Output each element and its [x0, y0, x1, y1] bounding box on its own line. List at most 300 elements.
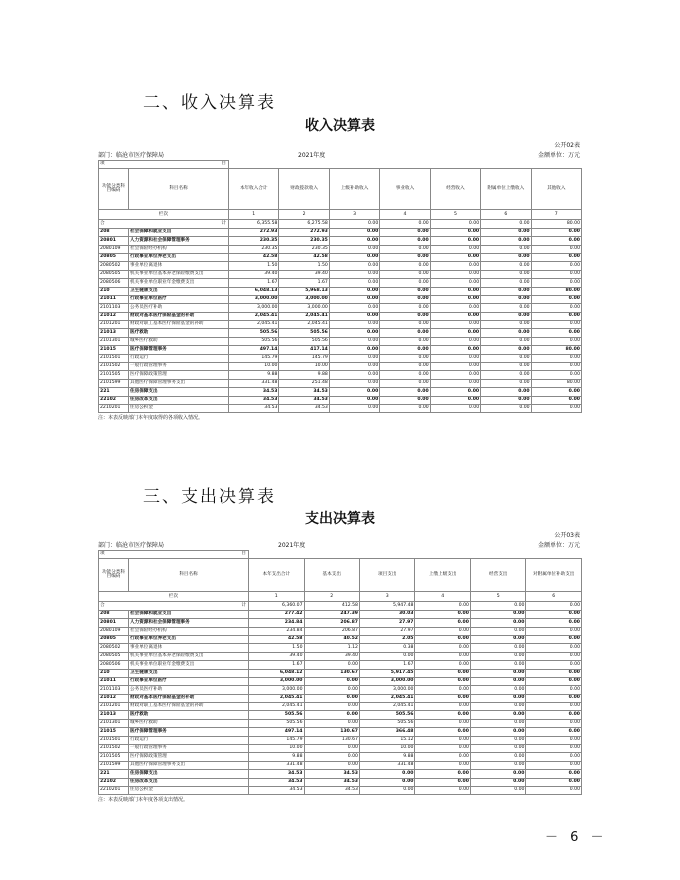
expense-proj-row [99, 551, 582, 559]
expense-row-value: 366.48 [359, 728, 414, 736]
expense-row-value: 27.97 [359, 627, 414, 635]
income-row-value: 2,045.41 [229, 312, 279, 320]
expense-row-value: 2,045.41 [249, 694, 304, 702]
expense-form-no: 公开03表 [554, 532, 580, 539]
income-row-value: 0.00 [430, 237, 480, 245]
expense-row-value: 0.00 [470, 627, 525, 635]
income-row-name: 事业单位离退休 [129, 262, 229, 270]
expense-proj-cell [99, 551, 249, 559]
expense-row-value: 0.00 [415, 669, 470, 677]
income-row-name: 行政运行 [129, 354, 229, 362]
income-row-value: 0.00 [481, 228, 531, 236]
expense-row-value: 0.00 [415, 745, 470, 753]
income-row-value: 0.00 [430, 287, 480, 295]
expense-row-name: 住房公积金 [129, 786, 249, 794]
income-dept: 部门：临沧市医疗保障局 [98, 152, 165, 159]
income-table-row [99, 237, 582, 245]
income-row-value: 331.48 [229, 379, 279, 387]
expense-meta-row [98, 540, 582, 550]
income-row-name: 机关事业单位职业年金缴费支出 [129, 279, 229, 287]
expense-row-value: 0.00 [526, 661, 582, 669]
expense-row-value: 34.53 [304, 786, 359, 794]
expense-row-code: 21013 [99, 711, 129, 719]
expense-row-value: 497.14 [249, 728, 304, 736]
income-table-row [99, 295, 582, 303]
expense-row-value: 0.00 [470, 652, 525, 660]
income-lanci: 栏次 [99, 210, 229, 220]
income-row-value: 0.00 [531, 270, 581, 278]
income-row-value: 0.00 [329, 262, 379, 270]
expense-table-row [99, 619, 582, 627]
income-row-value: 0.00 [380, 279, 430, 287]
income-row-value: 0.00 [531, 237, 581, 245]
income-row-value: 0.00 [380, 270, 430, 278]
income-table-panel [98, 112, 582, 421]
expense-row-code: 2101301 [99, 719, 129, 727]
expense-total-row [99, 602, 582, 610]
expense-row-code: 22102 [99, 778, 129, 786]
income-row-value: 1.67 [279, 279, 329, 287]
income-table-row [99, 346, 582, 354]
expense-row-name: 医疗救助 [129, 711, 249, 719]
expense-colnum: 6 [526, 592, 582, 602]
income-lanci-row [99, 210, 582, 220]
income-row-value: 0.00 [329, 396, 379, 404]
income-row-value: 0.00 [329, 379, 379, 387]
expense-row-value: 9.88 [249, 753, 304, 761]
income-row-value: 497.14 [229, 346, 279, 354]
income-hdr-7: 其他收入 [531, 169, 581, 210]
income-meta-row [98, 150, 582, 160]
expense-row-value: 0.00 [470, 728, 525, 736]
expense-row-value: 0.00 [526, 694, 582, 702]
expense-row-value: 0.00 [415, 644, 470, 652]
income-row-value: 39.40 [279, 270, 329, 278]
income-row-value: 80.00 [531, 379, 581, 387]
expense-meta-form [98, 530, 582, 540]
expense-row-code: 2101502 [99, 745, 129, 753]
income-hdr-name: 科目名称 [129, 169, 229, 210]
income-table-title: 收入决算表 [305, 118, 375, 134]
income-row-value: 0.00 [380, 354, 430, 362]
expense-row-value: 0.00 [470, 610, 525, 618]
income-row-value: 0.00 [531, 371, 581, 379]
income-blank [229, 161, 582, 169]
income-row-value: 0.00 [531, 337, 581, 345]
income-proj-cell [99, 161, 229, 169]
income-table-row [99, 404, 582, 412]
income-row-value: 230.35 [279, 237, 329, 245]
expense-row-value: 6,048.12 [249, 669, 304, 677]
expense-row-value: 0.00 [470, 778, 525, 786]
income-row-name: 住房保障支出 [129, 388, 229, 396]
income-row-value: 42.58 [279, 253, 329, 261]
income-row-value: 0.00 [380, 262, 430, 270]
income-row-value: 0.00 [481, 270, 531, 278]
income-colnum: 6 [481, 210, 531, 220]
income-row-code: 2101501 [99, 354, 129, 362]
income-row-value: 0.00 [329, 279, 379, 287]
expense-row-value: 0.00 [526, 753, 582, 761]
expense-row-value: 1.50 [249, 644, 304, 652]
income-row-code: 21011 [99, 295, 129, 303]
expense-row-value: 3,000.00 [249, 677, 304, 685]
income-row-value: 0.00 [329, 228, 379, 236]
income-row-value: 0.00 [430, 312, 480, 320]
income-row-value: 0.00 [430, 354, 480, 362]
expense-row-name: 医疗保障管理事务 [129, 728, 249, 736]
income-row-value: 0.00 [430, 388, 480, 396]
income-row-value: 0.00 [380, 228, 430, 236]
income-row-value: 3,000.00 [279, 295, 329, 303]
expense-row-value: 0.00 [304, 686, 359, 694]
income-table-row [99, 321, 582, 329]
income-total-value: 0.00 [481, 220, 531, 228]
expense-total-label [99, 602, 249, 610]
expense-row-value: 505.56 [359, 711, 414, 719]
expense-table-row [99, 644, 582, 652]
income-row-value: 2,045.41 [229, 321, 279, 329]
expense-row-value: 0.00 [526, 610, 582, 618]
expense-tbody [99, 551, 582, 795]
income-row-value: 5,968.13 [279, 287, 329, 295]
income-row-value: 0.00 [430, 304, 480, 312]
income-row-code: 208 [99, 228, 129, 236]
expense-row-value: 1.12 [304, 644, 359, 652]
expense-row-value: 34.53 [304, 778, 359, 786]
expense-row-value: 34.53 [249, 778, 304, 786]
expense-row-value: 0.00 [526, 619, 582, 627]
expense-row-value: 0.00 [470, 694, 525, 702]
income-hdr-3: 上级补助收入 [329, 169, 379, 210]
expense-row-value: 0.00 [470, 703, 525, 711]
income-table-row [99, 279, 582, 287]
income-table-row [99, 354, 582, 362]
income-row-code: 2080109 [99, 245, 129, 253]
expense-row-code: 2080505 [99, 652, 129, 660]
income-row-value: 34.53 [279, 388, 329, 396]
expense-row-value: 0.00 [304, 745, 359, 753]
income-row-value: 0.00 [430, 363, 480, 371]
expense-row-value: 0.00 [415, 661, 470, 669]
income-row-value: 0.00 [531, 228, 581, 236]
expense-row-value: 0.00 [415, 703, 470, 711]
expense-lanci-row [99, 592, 582, 602]
income-row-value: 0.00 [329, 237, 379, 245]
expense-row-value: 3,000.00 [249, 686, 304, 694]
expense-hdr-1: 本年支出合计 [249, 559, 304, 592]
income-row-value: 0.00 [430, 295, 480, 303]
expense-table-row [99, 786, 582, 794]
expense-row-code: 2080502 [99, 644, 129, 652]
income-row-value: 2,045.41 [279, 321, 329, 329]
income-row-value: 0.00 [380, 388, 430, 396]
expense-table-row [99, 610, 582, 618]
income-hdr-2: 财政拨款收入 [279, 169, 329, 210]
expense-row-value: 0.00 [415, 736, 470, 744]
expense-hdr-mu: 目 [241, 551, 247, 557]
expense-total-he: 合 [100, 602, 105, 608]
expense-hdr-3: 项目支出 [359, 559, 414, 592]
income-row-code: 2101103 [99, 304, 129, 312]
expense-total-value: 6,360.07 [249, 602, 304, 610]
income-row-value: 0.00 [531, 396, 581, 404]
income-row-value: 0.00 [531, 262, 581, 270]
income-row-value: 0.00 [481, 396, 531, 404]
expense-row-value: 0.00 [359, 652, 414, 660]
income-row-code: 21013 [99, 329, 129, 337]
income-row-value: 0.00 [481, 329, 531, 337]
expense-hdr-name: 科目名称 [129, 559, 249, 592]
income-row-value: 0.00 [481, 404, 531, 412]
expense-row-value: 247.39 [304, 610, 359, 618]
income-row-value: 230.35 [229, 245, 279, 253]
income-row-value: 0.00 [481, 237, 531, 245]
income-table-row [99, 388, 582, 396]
income-row-code: 22102 [99, 396, 129, 404]
expense-table-row [99, 669, 582, 677]
expense-table-row [99, 736, 582, 744]
expense-row-value: 331.48 [359, 761, 414, 769]
expense-row-code: 2101201 [99, 703, 129, 711]
income-table-row [99, 363, 582, 371]
income-row-value: 0.00 [380, 371, 430, 379]
expense-table-row [99, 686, 582, 694]
expense-row-value: 0.00 [359, 778, 414, 786]
income-total-label [99, 220, 229, 228]
expense-row-value: 0.00 [526, 786, 582, 794]
income-row-value: 10.00 [279, 363, 329, 371]
income-row-value: 0.00 [531, 295, 581, 303]
expense-row-code: 208 [99, 610, 129, 618]
income-row-value: 0.00 [380, 396, 430, 404]
income-meta-form [98, 140, 582, 150]
expense-row-name: 卫生健康支出 [129, 669, 249, 677]
income-row-value: 145.79 [229, 354, 279, 362]
income-row-value: 0.00 [329, 245, 379, 253]
expense-row-value: 206.87 [304, 619, 359, 627]
income-row-value: 230.35 [279, 245, 329, 253]
income-row-value: 34.53 [229, 404, 279, 412]
expense-row-value: 130.67 [304, 728, 359, 736]
income-row-code: 20805 [99, 253, 129, 261]
income-row-code: 21012 [99, 312, 129, 320]
expense-row-value: 0.00 [470, 770, 525, 778]
income-unit: 金额单位：万元 [537, 152, 580, 159]
income-row-code: 2210201 [99, 404, 129, 412]
expense-row-value: 0.00 [470, 661, 525, 669]
expense-row-value: 0.00 [415, 728, 470, 736]
expense-row-code: 2080506 [99, 661, 129, 669]
expense-row-value: 0.00 [415, 686, 470, 694]
expense-row-value: 0.00 [526, 770, 582, 778]
expense-row-code: 2101501 [99, 736, 129, 744]
income-row-value: 0.00 [531, 404, 581, 412]
income-row-name: 住房公积金 [129, 404, 229, 412]
expense-row-value: 505.56 [249, 711, 304, 719]
income-table-row [99, 228, 582, 236]
expense-row-value: 30.03 [359, 610, 414, 618]
income-row-value: 0.00 [531, 312, 581, 320]
income-total-value: 6,275.58 [279, 220, 329, 228]
income-row-name: 城乡医疗救助 [129, 337, 229, 345]
expense-row-value: 0.00 [470, 761, 525, 769]
income-row-value: 0.00 [380, 379, 430, 387]
expense-row-value: 0.00 [470, 619, 525, 627]
income-row-value: 0.00 [329, 404, 379, 412]
income-table-row [99, 312, 582, 320]
income-row-value: 2,045.41 [279, 312, 329, 320]
expense-row-value: 0.00 [359, 786, 414, 794]
income-row-value: 0.00 [380, 253, 430, 261]
expense-row-value: 0.00 [526, 627, 582, 635]
income-colnum: 2 [279, 210, 329, 220]
income-row-value: 0.00 [329, 354, 379, 362]
income-row-value: 0.00 [481, 279, 531, 287]
expense-row-name: 社会保障和就业支出 [129, 610, 249, 618]
income-row-value: 0.00 [430, 262, 480, 270]
income-row-value: 0.00 [380, 287, 430, 295]
expense-row-name: 住房改革支出 [129, 778, 249, 786]
income-row-value: 0.00 [380, 337, 430, 345]
expense-row-value: 2,045.41 [249, 703, 304, 711]
expense-table-row [99, 728, 582, 736]
income-total-he: 合 [100, 220, 105, 226]
income-row-value: 0.00 [380, 304, 430, 312]
expense-row-value: 0.00 [415, 619, 470, 627]
income-row-value: 0.00 [380, 404, 430, 412]
income-row-value: 34.53 [229, 396, 279, 404]
income-row-value: 0.00 [430, 245, 480, 253]
expense-row-value: 0.00 [415, 786, 470, 794]
expense-row-value: 0.00 [304, 711, 359, 719]
income-row-value: 0.00 [430, 379, 480, 387]
expense-row-value: 331.48 [249, 761, 304, 769]
income-row-value: 80.00 [531, 346, 581, 354]
expense-row-name: 公务员医疗补助 [129, 686, 249, 694]
income-row-code: 221 [99, 388, 129, 396]
expense-row-value: 40.52 [304, 635, 359, 643]
expense-row-value: 0.00 [415, 770, 470, 778]
income-row-value: 0.00 [430, 270, 480, 278]
expense-row-value: 0.00 [415, 652, 470, 660]
income-row-value: 0.00 [380, 346, 430, 354]
income-row-value: 0.00 [430, 346, 480, 354]
expense-row-value: 3,000.00 [359, 677, 414, 685]
income-row-value: 0.00 [329, 388, 379, 396]
expense-table-row [99, 703, 582, 711]
income-row-code: 20801 [99, 237, 129, 245]
income-row-value: 0.00 [329, 295, 379, 303]
income-row-value: 42.58 [229, 253, 279, 261]
expense-row-value: 0.00 [415, 761, 470, 769]
expense-row-name: 住房保障支出 [129, 770, 249, 778]
income-row-value: 0.00 [380, 363, 430, 371]
expense-row-value: 10.00 [359, 745, 414, 753]
income-row-name: 社会保障和就业支出 [129, 228, 229, 236]
income-row-value: 0.00 [430, 228, 480, 236]
income-row-value: 0.00 [481, 321, 531, 329]
income-total-ji: 计 [221, 220, 227, 226]
expense-row-value: 0.00 [526, 778, 582, 786]
expense-table-row [99, 745, 582, 753]
income-colnum: 5 [430, 210, 480, 220]
income-row-value: 0.00 [380, 245, 430, 253]
income-row-value: 0.00 [481, 388, 531, 396]
income-row-value: 0.00 [481, 312, 531, 320]
income-row-code: 2101505 [99, 371, 129, 379]
expense-table [98, 550, 582, 795]
expense-table-panel [98, 508, 582, 803]
income-row-code: 2101502 [99, 363, 129, 371]
income-row-value: 0.00 [329, 312, 379, 320]
expense-row-name: 其他医疗保障管理事务支出 [129, 761, 249, 769]
expense-row-value: 34.53 [249, 770, 304, 778]
income-table-row [99, 379, 582, 387]
income-row-value: 0.00 [430, 321, 480, 329]
expense-row-name: 一般行政管理事务 [129, 745, 249, 753]
income-row-value: 34.53 [279, 396, 329, 404]
expense-row-value: 0.00 [526, 677, 582, 685]
expense-row-value: 277.42 [249, 610, 304, 618]
income-row-value: 0.00 [329, 363, 379, 371]
income-row-value: 145.79 [279, 354, 329, 362]
expense-table-title: 支出决算表 [305, 511, 375, 527]
expense-row-value: 0.00 [470, 786, 525, 794]
income-row-value: 0.00 [380, 295, 430, 303]
income-row-value: 0.00 [380, 312, 430, 320]
income-row-name: 一般行政管理事务 [129, 363, 229, 371]
expense-row-value: 0.00 [526, 703, 582, 711]
expense-row-value: 0.00 [304, 661, 359, 669]
income-row-value: 0.00 [531, 279, 581, 287]
income-row-value: 0.00 [430, 279, 480, 287]
income-row-value: 0.00 [481, 295, 531, 303]
income-row-value: 0.00 [430, 253, 480, 261]
income-row-code: 2101201 [99, 321, 129, 329]
expense-hdr-4: 上缴上级支出 [415, 559, 470, 592]
expense-row-value: 42.58 [249, 635, 304, 643]
expense-row-value: 0.00 [304, 703, 359, 711]
expense-row-value: 2,045.41 [359, 703, 414, 711]
income-row-value: 6,048.13 [229, 287, 279, 295]
expense-row-value: 0.00 [304, 677, 359, 685]
expense-row-name: 行政事业单位养老支出 [129, 635, 249, 643]
income-row-name: 行政事业单位养老支出 [129, 253, 229, 261]
expense-row-code: 2101599 [99, 761, 129, 769]
expense-colnum: 2 [304, 592, 359, 602]
expense-total-value: 5,947.48 [359, 602, 414, 610]
expense-row-value: 234.84 [249, 627, 304, 635]
expense-row-value: 2.05 [359, 635, 414, 643]
income-tbody [99, 161, 582, 413]
expense-row-value: 0.00 [470, 677, 525, 685]
expense-row-value: 0.00 [304, 753, 359, 761]
expense-row-value: 0.00 [415, 677, 470, 685]
income-row-name: 财政对基本医疗保险基金的补助 [129, 312, 229, 320]
income-row-name: 其他医疗保障管理事务支出 [129, 379, 229, 387]
income-row-value: 0.00 [531, 329, 581, 337]
expense-row-name: 医疗保障政策管理 [129, 753, 249, 761]
income-row-value: 0.00 [481, 363, 531, 371]
expense-row-value: 0.00 [526, 652, 582, 660]
income-row-value: 0.00 [531, 304, 581, 312]
income-row-value: 0.00 [329, 304, 379, 312]
expense-row-value: 39.40 [249, 652, 304, 660]
expense-row-code: 20805 [99, 635, 129, 643]
income-row-value: 0.00 [380, 237, 430, 245]
expense-hdr-proj: 项 [100, 551, 105, 557]
